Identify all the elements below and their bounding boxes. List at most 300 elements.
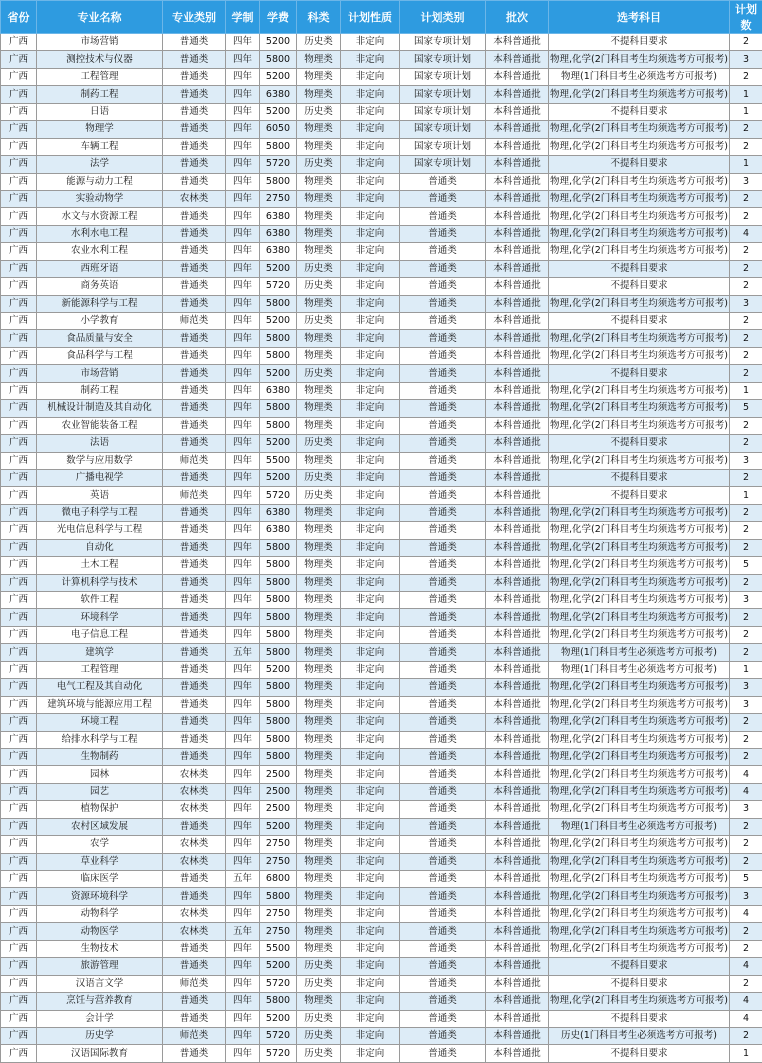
cell-major-type: 师范类 — [163, 487, 226, 504]
cell-plan-nature: 非定向 — [341, 940, 400, 957]
cell-plan-category: 普通类 — [400, 888, 486, 905]
cell-major: 制药工程 — [37, 86, 163, 103]
table-row — [1, 818, 762, 835]
cell-duration: 四年 — [226, 34, 260, 51]
cell-plan-count: 4 — [730, 766, 762, 783]
cell-batch: 本科普通批 — [486, 382, 549, 399]
cell-major-type: 普通类 — [163, 156, 226, 173]
cell-plan-category: 普通类 — [400, 714, 486, 731]
cell-major: 西班牙语 — [37, 260, 163, 277]
table-row — [1, 940, 762, 957]
cell-plan-category: 普通类 — [400, 504, 486, 521]
cell-major: 水利水电工程 — [37, 225, 163, 242]
cell-plan-nature: 非定向 — [341, 626, 400, 643]
cell-required-subjects: 物理,化学(2门科目考生均须选考方可报考) — [549, 993, 730, 1010]
cell-batch: 本科普通批 — [486, 731, 549, 748]
cell-major: 广播电视学 — [37, 469, 163, 486]
table-row — [1, 173, 762, 190]
cell-subject-track: 物理类 — [297, 679, 341, 696]
cell-plan-count: 2 — [730, 138, 762, 155]
cell-duration: 四年 — [226, 888, 260, 905]
cell-major: 资源环境科学 — [37, 888, 163, 905]
cell-duration: 四年 — [226, 714, 260, 731]
table-row — [1, 661, 762, 678]
cell-plan-count: 2 — [730, 34, 762, 51]
cell-duration: 四年 — [226, 557, 260, 574]
cell-tuition: 5200 — [260, 435, 297, 452]
cell-required-subjects: 物理,化学(2门科目考生均须选考方可报考) — [549, 504, 730, 521]
cell-major: 软件工程 — [37, 592, 163, 609]
cell-major-type: 师范类 — [163, 452, 226, 469]
cell-major-type: 普通类 — [163, 173, 226, 190]
table-row — [1, 190, 762, 207]
cell-required-subjects: 物理,化学(2门科目考生均须选考方可报考) — [549, 853, 730, 870]
cell-plan-count: 2 — [730, 836, 762, 853]
table-row — [1, 347, 762, 364]
cell-province: 广西 — [1, 469, 37, 486]
cell-major: 农村区域发展 — [37, 818, 163, 835]
cell-plan-category: 国家专项计划 — [400, 34, 486, 51]
cell-required-subjects: 不提科目要求 — [549, 278, 730, 295]
cell-subject-track: 物理类 — [297, 173, 341, 190]
cell-province: 广西 — [1, 504, 37, 521]
cell-plan-count: 3 — [730, 173, 762, 190]
cell-batch: 本科普通批 — [486, 278, 549, 295]
cell-tuition: 5800 — [260, 574, 297, 591]
cell-province: 广西 — [1, 295, 37, 312]
cell-batch: 本科普通批 — [486, 940, 549, 957]
cell-duration: 四年 — [226, 138, 260, 155]
cell-batch: 本科普通批 — [486, 138, 549, 155]
cell-duration: 四年 — [226, 86, 260, 103]
cell-major: 商务英语 — [37, 278, 163, 295]
cell-subject-track: 物理类 — [297, 452, 341, 469]
cell-plan-nature: 非定向 — [341, 783, 400, 800]
cell-plan-nature: 非定向 — [341, 975, 400, 992]
cell-major-type: 普通类 — [163, 557, 226, 574]
cell-province: 广西 — [1, 452, 37, 469]
cell-tuition: 5800 — [260, 644, 297, 661]
cell-required-subjects: 物理,化学(2门科目考生均须选考方可报考) — [549, 121, 730, 138]
cell-subject-track: 物理类 — [297, 801, 341, 818]
cell-province: 广西 — [1, 975, 37, 992]
cell-major-type: 农林类 — [163, 923, 226, 940]
cell-plan-count: 2 — [730, 260, 762, 277]
cell-plan-category: 普通类 — [400, 243, 486, 260]
cell-plan-nature: 非定向 — [341, 818, 400, 835]
cell-province: 广西 — [1, 138, 37, 155]
cell-tuition: 5200 — [260, 103, 297, 120]
cell-province: 广西 — [1, 696, 37, 713]
cell-required-subjects: 不提科目要求 — [549, 156, 730, 173]
cell-major: 日语 — [37, 103, 163, 120]
cell-province: 广西 — [1, 103, 37, 120]
cell-plan-count: 2 — [730, 1027, 762, 1044]
cell-tuition: 5800 — [260, 714, 297, 731]
cell-major-type: 普通类 — [163, 993, 226, 1010]
cell-plan-count: 4 — [730, 225, 762, 242]
cell-required-subjects: 物理,化学(2门科目考生均须选考方可报考) — [549, 940, 730, 957]
cell-tuition: 5800 — [260, 173, 297, 190]
cell-required-subjects: 物理,化学(2门科目考生均须选考方可报考) — [549, 626, 730, 643]
cell-province: 广西 — [1, 34, 37, 51]
cell-plan-nature: 非定向 — [341, 435, 400, 452]
cell-required-subjects: 物理,化学(2门科目考生均须选考方可报考) — [549, 138, 730, 155]
cell-plan-count: 2 — [730, 539, 762, 556]
cell-required-subjects: 物理,化学(2门科目考生均须选考方可报考) — [549, 208, 730, 225]
cell-major-type: 普通类 — [163, 818, 226, 835]
cell-plan-category: 国家专项计划 — [400, 86, 486, 103]
cell-tuition: 5200 — [260, 469, 297, 486]
cell-required-subjects: 物理,化学(2门科目考生均须选考方可报考) — [549, 557, 730, 574]
cell-major: 草业科学 — [37, 853, 163, 870]
cell-major: 园林 — [37, 766, 163, 783]
cell-major-type: 普通类 — [163, 714, 226, 731]
cell-plan-nature: 非定向 — [341, 1027, 400, 1044]
cell-province: 广西 — [1, 714, 37, 731]
cell-duration: 四年 — [226, 260, 260, 277]
cell-tuition: 5800 — [260, 609, 297, 626]
cell-plan-nature: 非定向 — [341, 731, 400, 748]
cell-tuition: 5800 — [260, 51, 297, 68]
cell-plan-category: 普通类 — [400, 347, 486, 364]
table-row — [1, 626, 762, 643]
cell-batch: 本科普通批 — [486, 103, 549, 120]
cell-batch: 本科普通批 — [486, 156, 549, 173]
cell-batch: 本科普通批 — [486, 121, 549, 138]
cell-plan-nature: 非定向 — [341, 190, 400, 207]
cell-subject-track: 物理类 — [297, 208, 341, 225]
cell-batch: 本科普通批 — [486, 313, 549, 330]
cell-major: 制药工程 — [37, 382, 163, 399]
cell-major: 光电信息科学与工程 — [37, 522, 163, 539]
cell-plan-count: 4 — [730, 1010, 762, 1027]
cell-plan-category: 普通类 — [400, 313, 486, 330]
cell-major-type: 师范类 — [163, 975, 226, 992]
cell-major: 食品科学与工程 — [37, 347, 163, 364]
cell-major: 给排水科学与工程 — [37, 731, 163, 748]
cell-plan-category: 普通类 — [400, 225, 486, 242]
cell-tuition: 5800 — [260, 888, 297, 905]
cell-subject-track: 物理类 — [297, 190, 341, 207]
cell-plan-nature: 非定向 — [341, 173, 400, 190]
table-row — [1, 522, 762, 539]
cell-tuition: 5200 — [260, 365, 297, 382]
cell-duration: 四年 — [226, 330, 260, 347]
cell-province: 广西 — [1, 836, 37, 853]
cell-major-type: 农林类 — [163, 836, 226, 853]
table-row — [1, 731, 762, 748]
cell-tuition: 2750 — [260, 853, 297, 870]
cell-major-type: 普通类 — [163, 86, 226, 103]
cell-plan-nature: 非定向 — [341, 138, 400, 155]
cell-batch: 本科普通批 — [486, 644, 549, 661]
cell-batch: 本科普通批 — [486, 714, 549, 731]
cell-plan-category: 普通类 — [400, 661, 486, 678]
cell-tuition: 5800 — [260, 557, 297, 574]
cell-subject-track: 物理类 — [297, 836, 341, 853]
cell-required-subjects: 物理,化学(2门科目考生均须选考方可报考) — [549, 243, 730, 260]
cell-subject-track: 物理类 — [297, 748, 341, 765]
cell-batch: 本科普通批 — [486, 853, 549, 870]
cell-subject-track: 历史类 — [297, 1027, 341, 1044]
cell-plan-nature: 非定向 — [341, 487, 400, 504]
cell-plan-count: 3 — [730, 679, 762, 696]
cell-plan-count: 2 — [730, 731, 762, 748]
cell-duration: 四年 — [226, 487, 260, 504]
cell-province: 广西 — [1, 609, 37, 626]
cell-plan-category: 普通类 — [400, 783, 486, 800]
cell-province: 广西 — [1, 86, 37, 103]
cell-subject-track: 物理类 — [297, 382, 341, 399]
cell-major-type: 普通类 — [163, 138, 226, 155]
cell-plan-nature: 非定向 — [341, 51, 400, 68]
cell-province: 广西 — [1, 1045, 37, 1062]
cell-plan-category: 普通类 — [400, 539, 486, 556]
cell-subject-track: 物理类 — [297, 330, 341, 347]
cell-batch: 本科普通批 — [486, 574, 549, 591]
cell-tuition: 6380 — [260, 208, 297, 225]
cell-plan-count: 2 — [730, 975, 762, 992]
cell-tuition: 5800 — [260, 679, 297, 696]
table-row — [1, 138, 762, 155]
cell-batch: 本科普通批 — [486, 208, 549, 225]
cell-duration: 四年 — [226, 190, 260, 207]
cell-batch: 本科普通批 — [486, 452, 549, 469]
col-header-plan-nature: 计划性质 — [341, 1, 400, 34]
cell-plan-nature: 非定向 — [341, 801, 400, 818]
cell-plan-category: 国家专项计划 — [400, 103, 486, 120]
cell-tuition: 5200 — [260, 68, 297, 85]
table-row — [1, 34, 762, 51]
cell-duration: 四年 — [226, 853, 260, 870]
cell-province: 广西 — [1, 905, 37, 922]
cell-major-type: 普通类 — [163, 278, 226, 295]
cell-major-type: 普通类 — [163, 661, 226, 678]
cell-tuition: 5720 — [260, 1045, 297, 1062]
cell-major-type: 普通类 — [163, 225, 226, 242]
cell-plan-count: 2 — [730, 522, 762, 539]
cell-required-subjects: 物理(1门科目考生必须选考方可报考) — [549, 661, 730, 678]
cell-major-type: 普通类 — [163, 748, 226, 765]
table-row — [1, 923, 762, 940]
cell-plan-category: 普通类 — [400, 609, 486, 626]
cell-major-type: 普通类 — [163, 888, 226, 905]
cell-plan-count: 2 — [730, 504, 762, 521]
cell-required-subjects: 不提科目要求 — [549, 103, 730, 120]
cell-province: 广西 — [1, 156, 37, 173]
cell-batch: 本科普通批 — [486, 173, 549, 190]
cell-major-type: 普通类 — [163, 260, 226, 277]
cell-required-subjects: 物理,化学(2门科目考生均须选考方可报考) — [549, 382, 730, 399]
cell-plan-count: 2 — [730, 853, 762, 870]
cell-subject-track: 物理类 — [297, 905, 341, 922]
cell-province: 广西 — [1, 1027, 37, 1044]
cell-duration: 四年 — [226, 748, 260, 765]
cell-plan-category: 普通类 — [400, 696, 486, 713]
cell-major: 生物制药 — [37, 748, 163, 765]
cell-subject-track: 物理类 — [297, 923, 341, 940]
cell-subject-track: 物理类 — [297, 539, 341, 556]
cell-plan-nature: 非定向 — [341, 644, 400, 661]
col-header-major-type: 专业类别 — [163, 1, 226, 34]
cell-batch: 本科普通批 — [486, 190, 549, 207]
cell-required-subjects: 物理,化学(2门科目考生均须选考方可报考) — [549, 696, 730, 713]
cell-plan-nature: 非定向 — [341, 504, 400, 521]
cell-duration: 四年 — [226, 504, 260, 521]
cell-major-type: 普通类 — [163, 504, 226, 521]
table-row — [1, 68, 762, 85]
table-row — [1, 51, 762, 68]
cell-tuition: 2750 — [260, 923, 297, 940]
cell-plan-count: 2 — [730, 68, 762, 85]
cell-required-subjects: 不提科目要求 — [549, 34, 730, 51]
table-row — [1, 748, 762, 765]
cell-batch: 本科普通批 — [486, 871, 549, 888]
cell-plan-nature: 非定向 — [341, 295, 400, 312]
cell-tuition: 6380 — [260, 243, 297, 260]
cell-major: 计算机科学与技术 — [37, 574, 163, 591]
cell-subject-track: 历史类 — [297, 34, 341, 51]
cell-plan-count: 4 — [730, 783, 762, 800]
cell-major-type: 普通类 — [163, 51, 226, 68]
cell-plan-nature: 非定向 — [341, 121, 400, 138]
cell-batch: 本科普通批 — [486, 626, 549, 643]
cell-required-subjects: 物理(1门科目考生必须选考方可报考) — [549, 818, 730, 835]
cell-required-subjects: 物理,化学(2门科目考生均须选考方可报考) — [549, 748, 730, 765]
cell-required-subjects: 物理,化学(2门科目考生均须选考方可报考) — [549, 190, 730, 207]
cell-tuition: 5200 — [260, 661, 297, 678]
cell-plan-nature: 非定向 — [341, 557, 400, 574]
cell-province: 广西 — [1, 748, 37, 765]
cell-duration: 四年 — [226, 365, 260, 382]
cell-plan-category: 普通类 — [400, 679, 486, 696]
cell-batch: 本科普通批 — [486, 679, 549, 696]
cell-plan-category: 国家专项计划 — [400, 68, 486, 85]
cell-subject-track: 物理类 — [297, 557, 341, 574]
cell-batch: 本科普通批 — [486, 469, 549, 486]
cell-major: 自动化 — [37, 539, 163, 556]
cell-required-subjects: 物理,化学(2门科目考生均须选考方可报考) — [549, 574, 730, 591]
table-row — [1, 435, 762, 452]
cell-province: 广西 — [1, 522, 37, 539]
cell-subject-track: 历史类 — [297, 469, 341, 486]
cell-plan-category: 普通类 — [400, 522, 486, 539]
table-row — [1, 993, 762, 1010]
cell-plan-category: 普通类 — [400, 1010, 486, 1027]
cell-subject-track: 物理类 — [297, 644, 341, 661]
cell-major: 土木工程 — [37, 557, 163, 574]
cell-required-subjects: 不提科目要求 — [549, 1045, 730, 1062]
cell-plan-count: 3 — [730, 801, 762, 818]
cell-required-subjects: 不提科目要求 — [549, 975, 730, 992]
cell-tuition: 6380 — [260, 504, 297, 521]
cell-plan-count: 2 — [730, 278, 762, 295]
cell-major-type: 普通类 — [163, 435, 226, 452]
table-row — [1, 853, 762, 870]
cell-duration: 四年 — [226, 905, 260, 922]
cell-major-type: 普通类 — [163, 243, 226, 260]
cell-province: 广西 — [1, 661, 37, 678]
cell-major-type: 普通类 — [163, 417, 226, 434]
cell-subject-track: 物理类 — [297, 696, 341, 713]
table-row — [1, 86, 762, 103]
cell-major: 动物科学 — [37, 905, 163, 922]
cell-batch: 本科普通批 — [486, 365, 549, 382]
cell-plan-category: 普通类 — [400, 365, 486, 382]
cell-plan-count: 3 — [730, 452, 762, 469]
cell-required-subjects: 物理,化学(2门科目考生均须选考方可报考) — [549, 609, 730, 626]
cell-required-subjects: 物理,化学(2门科目考生均须选考方可报考) — [549, 347, 730, 364]
table-row — [1, 382, 762, 399]
cell-major: 电子信息工程 — [37, 626, 163, 643]
cell-major: 车辆工程 — [37, 138, 163, 155]
cell-batch: 本科普通批 — [486, 783, 549, 800]
cell-province: 广西 — [1, 51, 37, 68]
cell-plan-nature: 非定向 — [341, 714, 400, 731]
table-row — [1, 278, 762, 295]
cell-duration: 四年 — [226, 522, 260, 539]
cell-major-type: 普通类 — [163, 522, 226, 539]
table-row — [1, 1045, 762, 1062]
cell-duration: 四年 — [226, 400, 260, 417]
cell-subject-track: 物理类 — [297, 51, 341, 68]
cell-plan-category: 普通类 — [400, 975, 486, 992]
cell-duration: 四年 — [226, 51, 260, 68]
table-row — [1, 504, 762, 521]
cell-plan-count: 3 — [730, 592, 762, 609]
cell-plan-nature: 非定向 — [341, 748, 400, 765]
cell-major: 法学 — [37, 156, 163, 173]
cell-plan-category: 普通类 — [400, 400, 486, 417]
cell-batch: 本科普通批 — [486, 1010, 549, 1027]
cell-province: 广西 — [1, 783, 37, 800]
table-row — [1, 975, 762, 992]
cell-plan-nature: 非定向 — [341, 696, 400, 713]
cell-duration: 四年 — [226, 121, 260, 138]
cell-major-type: 普通类 — [163, 940, 226, 957]
cell-subject-track: 物理类 — [297, 888, 341, 905]
cell-batch: 本科普通批 — [486, 400, 549, 417]
cell-plan-category: 普通类 — [400, 853, 486, 870]
cell-plan-nature: 非定向 — [341, 679, 400, 696]
cell-tuition: 5800 — [260, 731, 297, 748]
cell-batch: 本科普通批 — [486, 295, 549, 312]
cell-tuition: 5720 — [260, 156, 297, 173]
cell-major-type: 普通类 — [163, 469, 226, 486]
cell-province: 广西 — [1, 923, 37, 940]
cell-plan-category: 普通类 — [400, 330, 486, 347]
table-row — [1, 574, 762, 591]
cell-province: 广西 — [1, 313, 37, 330]
cell-tuition: 5720 — [260, 1027, 297, 1044]
cell-duration: 四年 — [226, 836, 260, 853]
cell-major: 动物医学 — [37, 923, 163, 940]
cell-required-subjects: 物理,化学(2门科目考生均须选考方可报考) — [549, 86, 730, 103]
cell-major-type: 普通类 — [163, 871, 226, 888]
cell-plan-count: 5 — [730, 557, 762, 574]
cell-province: 广西 — [1, 382, 37, 399]
table-row — [1, 1010, 762, 1027]
cell-tuition: 5200 — [260, 958, 297, 975]
cell-required-subjects: 物理,化学(2门科目考生均须选考方可报考) — [549, 905, 730, 922]
cell-subject-track: 物理类 — [297, 714, 341, 731]
cell-major-type: 普通类 — [163, 347, 226, 364]
cell-required-subjects: 不提科目要求 — [549, 365, 730, 382]
cell-subject-track: 历史类 — [297, 278, 341, 295]
cell-tuition: 5500 — [260, 452, 297, 469]
cell-plan-nature: 非定向 — [341, 836, 400, 853]
